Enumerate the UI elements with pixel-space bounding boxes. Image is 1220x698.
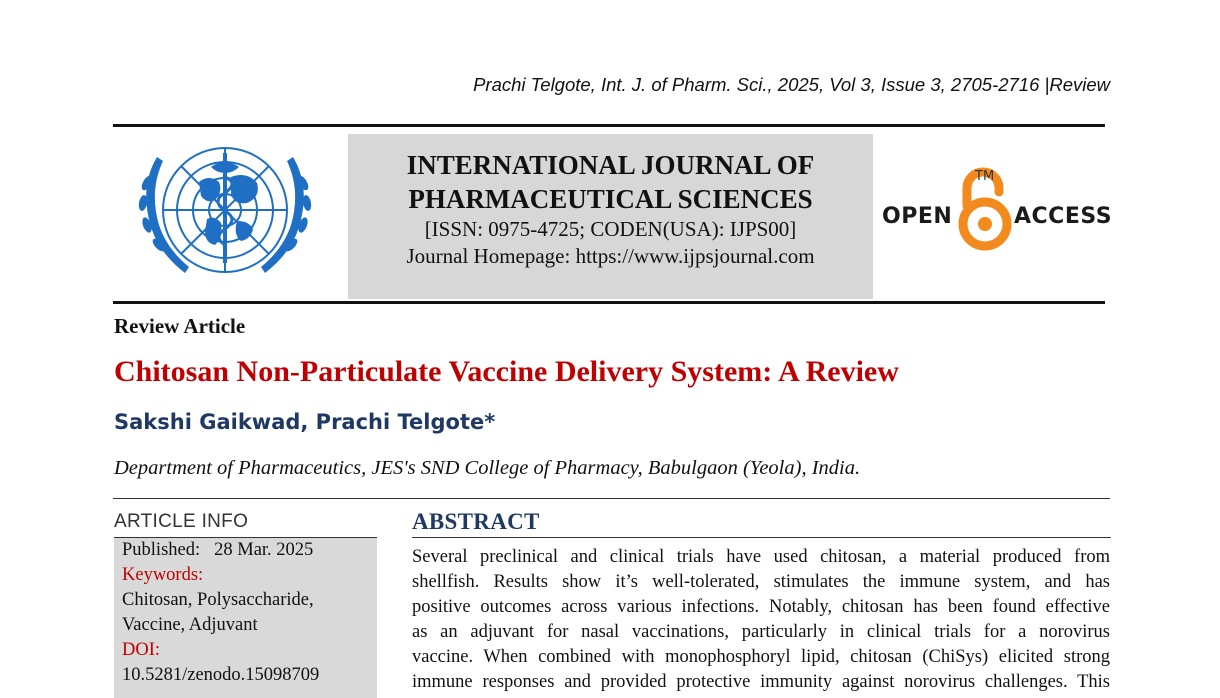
article-info-panel [114, 538, 377, 698]
keywords-line2: Vaccine, Adjuvant [122, 615, 258, 635]
abstract-line: immune responses and provided protective immunity against norovirus challenges. This [412, 672, 1110, 692]
doi-link[interactable]: 10.5281/zenodo.15098709 [122, 665, 320, 685]
abstract-line: as an adjuvant for nasal vaccinations, particularly in clinical trials for a norovirus [412, 622, 1110, 642]
abstract-line: Several preclinical and clinical trials have used chitosan, a material produced from [412, 547, 1110, 567]
trademark-mark: TM [975, 169, 995, 184]
abstract-body [412, 545, 1110, 695]
journal-issn: [ISSN: 0975-4725; CODEN(USA): IJPS00] [424, 217, 797, 241]
header-top-rule [113, 124, 1105, 127]
author-affiliation: Department of Pharmaceutics, JES's SND College of Pharmacy, Babulgaon (Yeola), India. [114, 457, 861, 479]
article-info-heading: ARTICLE INFO [114, 511, 249, 532]
journal-homepage-link[interactable]: Journal Homepage: https://www.ijpsjournal.com [406, 244, 815, 268]
doi-label: DOI: [122, 640, 161, 660]
keywords-line1: Chitosan, Polysaccharide, [122, 590, 314, 610]
journal-title-line2: PHARMACEUTICAL SCIENCES [408, 184, 813, 214]
published-date: 28 Mar. 2025 [214, 540, 314, 560]
open-access-logo [880, 166, 1113, 252]
section-divider [113, 498, 1110, 499]
abstract-line: shellfish. Results show it’s well-tolerated, stimulates the immune system, and has [412, 572, 1110, 592]
article-type: Review Article [114, 314, 246, 338]
abstract-heading: ABSTRACT [412, 509, 540, 534]
journal-masthead [348, 134, 873, 299]
running-citation: Prachi Telgote, Int. J. of Pharm. Sci., 2025, Vol 3, Issue 3, 2705-2716 |Review [473, 74, 1110, 95]
article-title: Chitosan Non-Particulate Vaccine Delivery System: A Review [114, 355, 899, 388]
abstract-rule [412, 537, 1111, 538]
journal-title-line1: INTERNATIONAL JOURNAL OF [406, 150, 815, 180]
abstract-line: vaccine. When combined with monophosphoryl lipid, chitosan (ChiSys) elicited strong [412, 647, 1110, 667]
abstract-line: positive outcomes across various infections. Notably, chitosan has been found effective [412, 597, 1110, 617]
journal-emblem-icon [127, 137, 323, 283]
published-label: Published: [122, 540, 201, 560]
open-word: OPEN [882, 204, 953, 229]
published-row [122, 538, 369, 563]
author-list: Sakshi Gaikwad, Prachi Telgote* [114, 410, 496, 434]
keywords-label: Keywords: [122, 565, 204, 585]
header-bottom-rule [113, 301, 1105, 304]
access-word: ACCESS [1014, 204, 1113, 229]
